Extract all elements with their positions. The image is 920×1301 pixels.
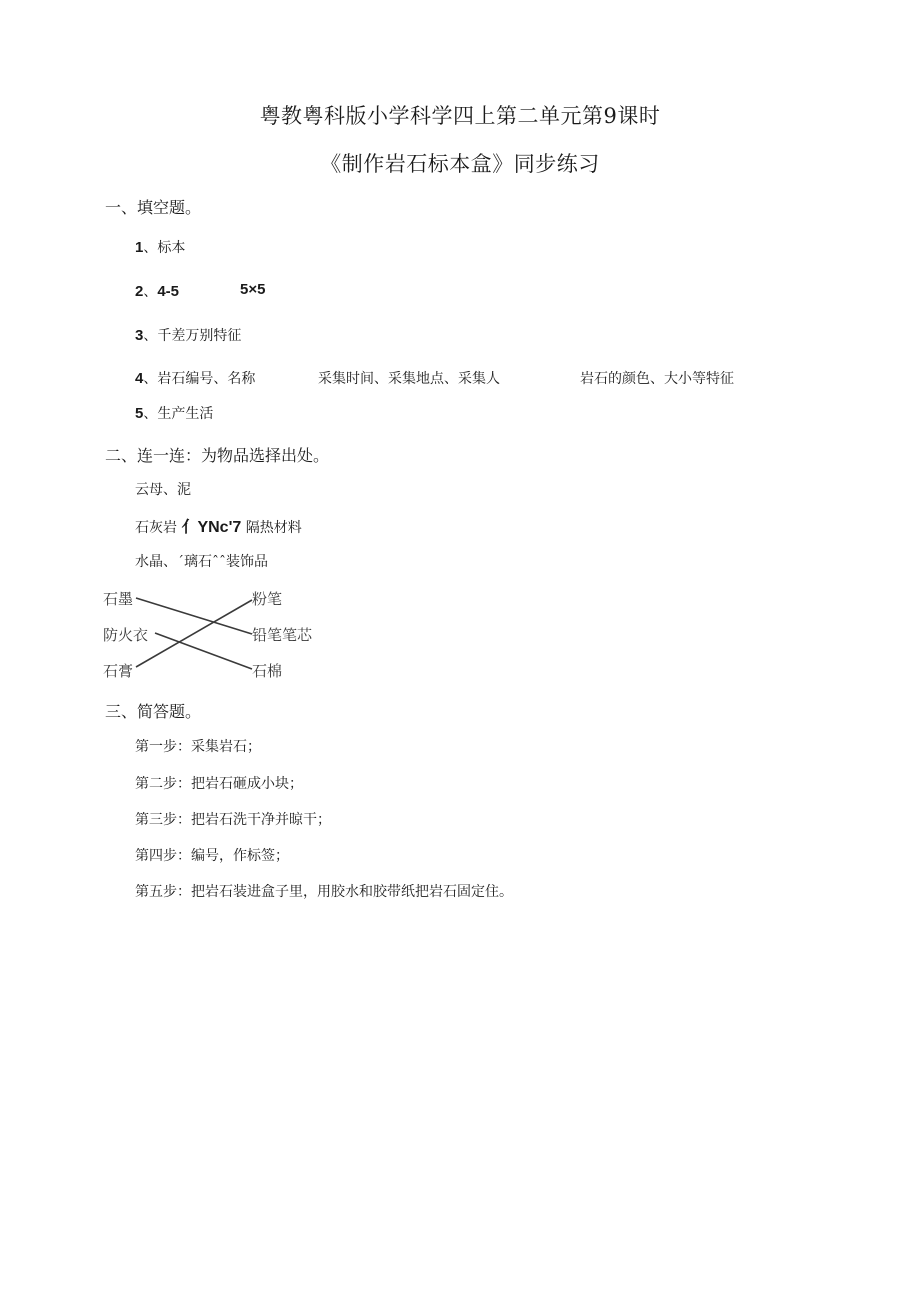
step-4: 第四步：编号，作标签；	[135, 848, 289, 864]
fill-item-4-answer-b: 采集时间、采集地点、采集人	[318, 371, 500, 387]
connector-line	[155, 633, 252, 669]
step-1: 第一步：采集岩石；	[135, 739, 261, 755]
item-separator: 、	[143, 406, 158, 422]
item-number: 4	[135, 370, 144, 387]
fill-item-4-answer-c: 岩石的颜色、大小等特征	[580, 371, 734, 387]
answer-text: 标本	[157, 240, 186, 256]
section1-heading: 一、填空题。	[105, 198, 202, 217]
item-number: 2	[135, 283, 144, 300]
line-text-post: 隔热材料	[241, 520, 302, 536]
answer-text: 岩石编号、名称	[157, 371, 256, 387]
fill-item-2-answer-b: 5×5	[240, 281, 266, 298]
connector-line	[136, 600, 252, 667]
answer-text: 4-5	[157, 283, 180, 300]
page-subtitle: 《制作岩石标本盒》同步练习	[320, 152, 600, 176]
match-left-1: 石墨	[103, 590, 134, 608]
item-separator: 、	[143, 328, 158, 344]
match-right-3: 石棉	[252, 662, 283, 680]
match-line-3: 水晶、ˊ璃石ˆˆ装饰品	[135, 554, 268, 570]
connector-line	[136, 598, 252, 634]
item-number: 3	[135, 327, 144, 344]
answer-text: 千差万别特征	[157, 328, 242, 344]
item-separator: 、	[143, 371, 158, 387]
line-text-garbled: 亻YNc'7	[181, 519, 242, 536]
item-number: 1	[135, 239, 144, 256]
step-5: 第五步：把岩石装进盒子里，用胶水和胶带纸把岩石固定住。	[135, 884, 513, 900]
step-3: 第三步：把岩石洗干净并晾干；	[135, 812, 331, 828]
line-text-pre: 石灰岩	[135, 520, 182, 536]
step-2: 第二步：把岩石砸成小块；	[135, 776, 303, 792]
item-number: 5	[135, 405, 144, 422]
item-separator: 、	[143, 284, 158, 300]
match-right-2: 铅笔笔芯	[252, 626, 313, 644]
page-title: 粤教粤科版小学科学四上第二单元第9课时	[259, 104, 661, 128]
answer-text: 生产生活	[157, 406, 214, 422]
section2-heading: 二、连一连：为物品选择出处。	[105, 446, 330, 465]
match-line-1: 云母、泥	[135, 482, 191, 498]
match-left-3: 石膏	[103, 662, 134, 680]
match-right-1: 粉笔	[252, 590, 283, 608]
item-separator: 、	[143, 240, 158, 256]
match-left-2: 防火衣	[103, 626, 149, 644]
section3-heading: 三、简答题。	[105, 702, 202, 721]
